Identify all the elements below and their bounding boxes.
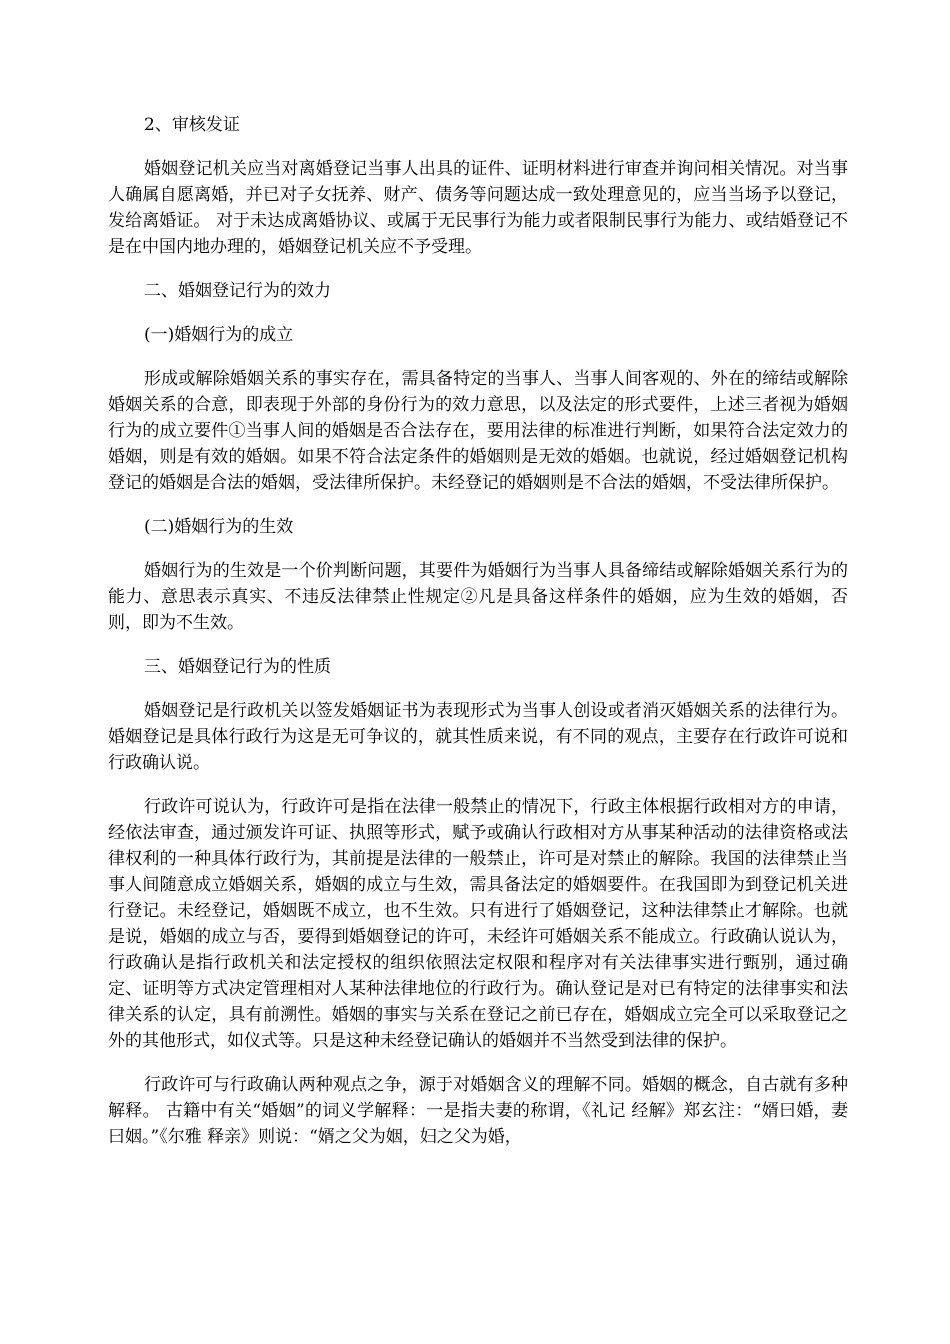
section-heading-nature: 三、婚姻登记行为的性质 — [144, 657, 331, 677]
paragraph-nature: 婚姻登记是行政机关以签发婚姻证书为表现形式为当事人创设或者消灭婚姻关系的法律行为。婚姻登记是具体行政行为这是无可争议的，就其性质来说，有不同的观点，主要存在行政许可说和行政确认说。 — [108, 701, 848, 773]
paragraph-licensing-theory: 行政许可说认为，行政许可是指在法律一般禁止的情况下，行政主体根据行政相对方的申请，经依法审查，通过颁发许可证、执照等形式，赋予或确认行政相对方从事某种活动的法律资格或法律权利的一种具体行政行为，其前提是法律的一般禁止，许可是对禁止的解除。我国的法律禁止当事人间随意成立婚姻关系，婚姻的成立与生效，需具备法定的婚姻要件。在我国即为到登记机关进行登记。未经登记，婚姻既不成立，也不生效。只有进行了婚姻登记，这种法律禁止才解除。也就是说，婚姻的成立与否，要得到婚姻登记的许可，未经许可婚姻关系不能成立。行政确认说认为，行政确认是指行政机关和法定授权的组织依照法定权限和程序对有关法律事实进行甄别，通过确定、证明等方式决定管理相对人某种法律地位的行政行为。确认登记是对已有特定的法律事实和法律关系的认定，具有前溯性。婚姻的事实与关系在登记之前已存在，婚姻成立完全可以采取登记之外的其他形式，如仪式等。只是这种未经登记确认的婚姻并不当然受到法律的保护。 — [108, 797, 848, 1051]
paragraph-formation: 形成或解除婚姻关系的事实存在，需具备特定的当事人、当事人间客观的、外在的缔结或解除婚姻关系的合意，即表现于外部的身份行为的效力意思，以及法定的形式要件，上述三者视为婚姻行为的成立要件①当事人间的婚姻是否合法存在，要用法律的标准进行判断，如果符合法定效力的婚姻，则是有效的婚姻。如果不符合法定条件的婚姻则是无效的婚姻。也就说，经过婚姻登记机构登记的婚姻是合法的婚姻，受法律所保护。未经登记的婚姻则是不合法的婚姻，不受法律所保护。 — [108, 369, 848, 493]
subsection-heading-effectiveness: (二)婚姻行为的生效 — [144, 517, 294, 537]
section-heading-validity: 二、婚姻登记行为的效力 — [144, 281, 331, 301]
subsection-heading-formation: (一)婚姻行为的成立 — [144, 325, 294, 345]
document-page — [108, 112, 848, 1168]
paragraph-effectiveness: 婚姻行为的生效是一个价判断问题，其要件为婚姻行为当事人具备缔结或解除婚姻关系行为的能力、意思表示真实、不违反法律禁止性规定②凡是具备这样条件的婚姻，应为生效的婚姻，否则，即为不生效。 — [108, 561, 848, 633]
paragraph-dispute-origin: 行政许可与行政确认两种观点之争，源于对婚姻含义的理解不同。婚姻的概念，自古就有多种解释。 古籍中有关“婚姻”的词义学解释：一是指夫妻的称谓，《礼记 经解》郑玄注：“婿曰婚，妻曰姻。”《尔雅 释亲》则说：“婿之父为姻，妇之父为婚， — [108, 1075, 848, 1147]
paragraph-review-process: 婚姻登记机关应当对离婚登记当事人出具的证件、证明材料进行审查并询问相关情况。对当事人确属自愿离婚，并已对子女抚养、财产、债务等问题达成一致处理意见的，应当当场予以登记，发给离婚证。 对于未达成离婚协议、或属于无民事行为能力或者限制民事行为能力、或结婚登记不是在中国内地办理的，婚姻登记机关应不予受理。 — [108, 159, 848, 257]
section-heading-review-certificate: 2、审核发证 — [144, 115, 240, 135]
